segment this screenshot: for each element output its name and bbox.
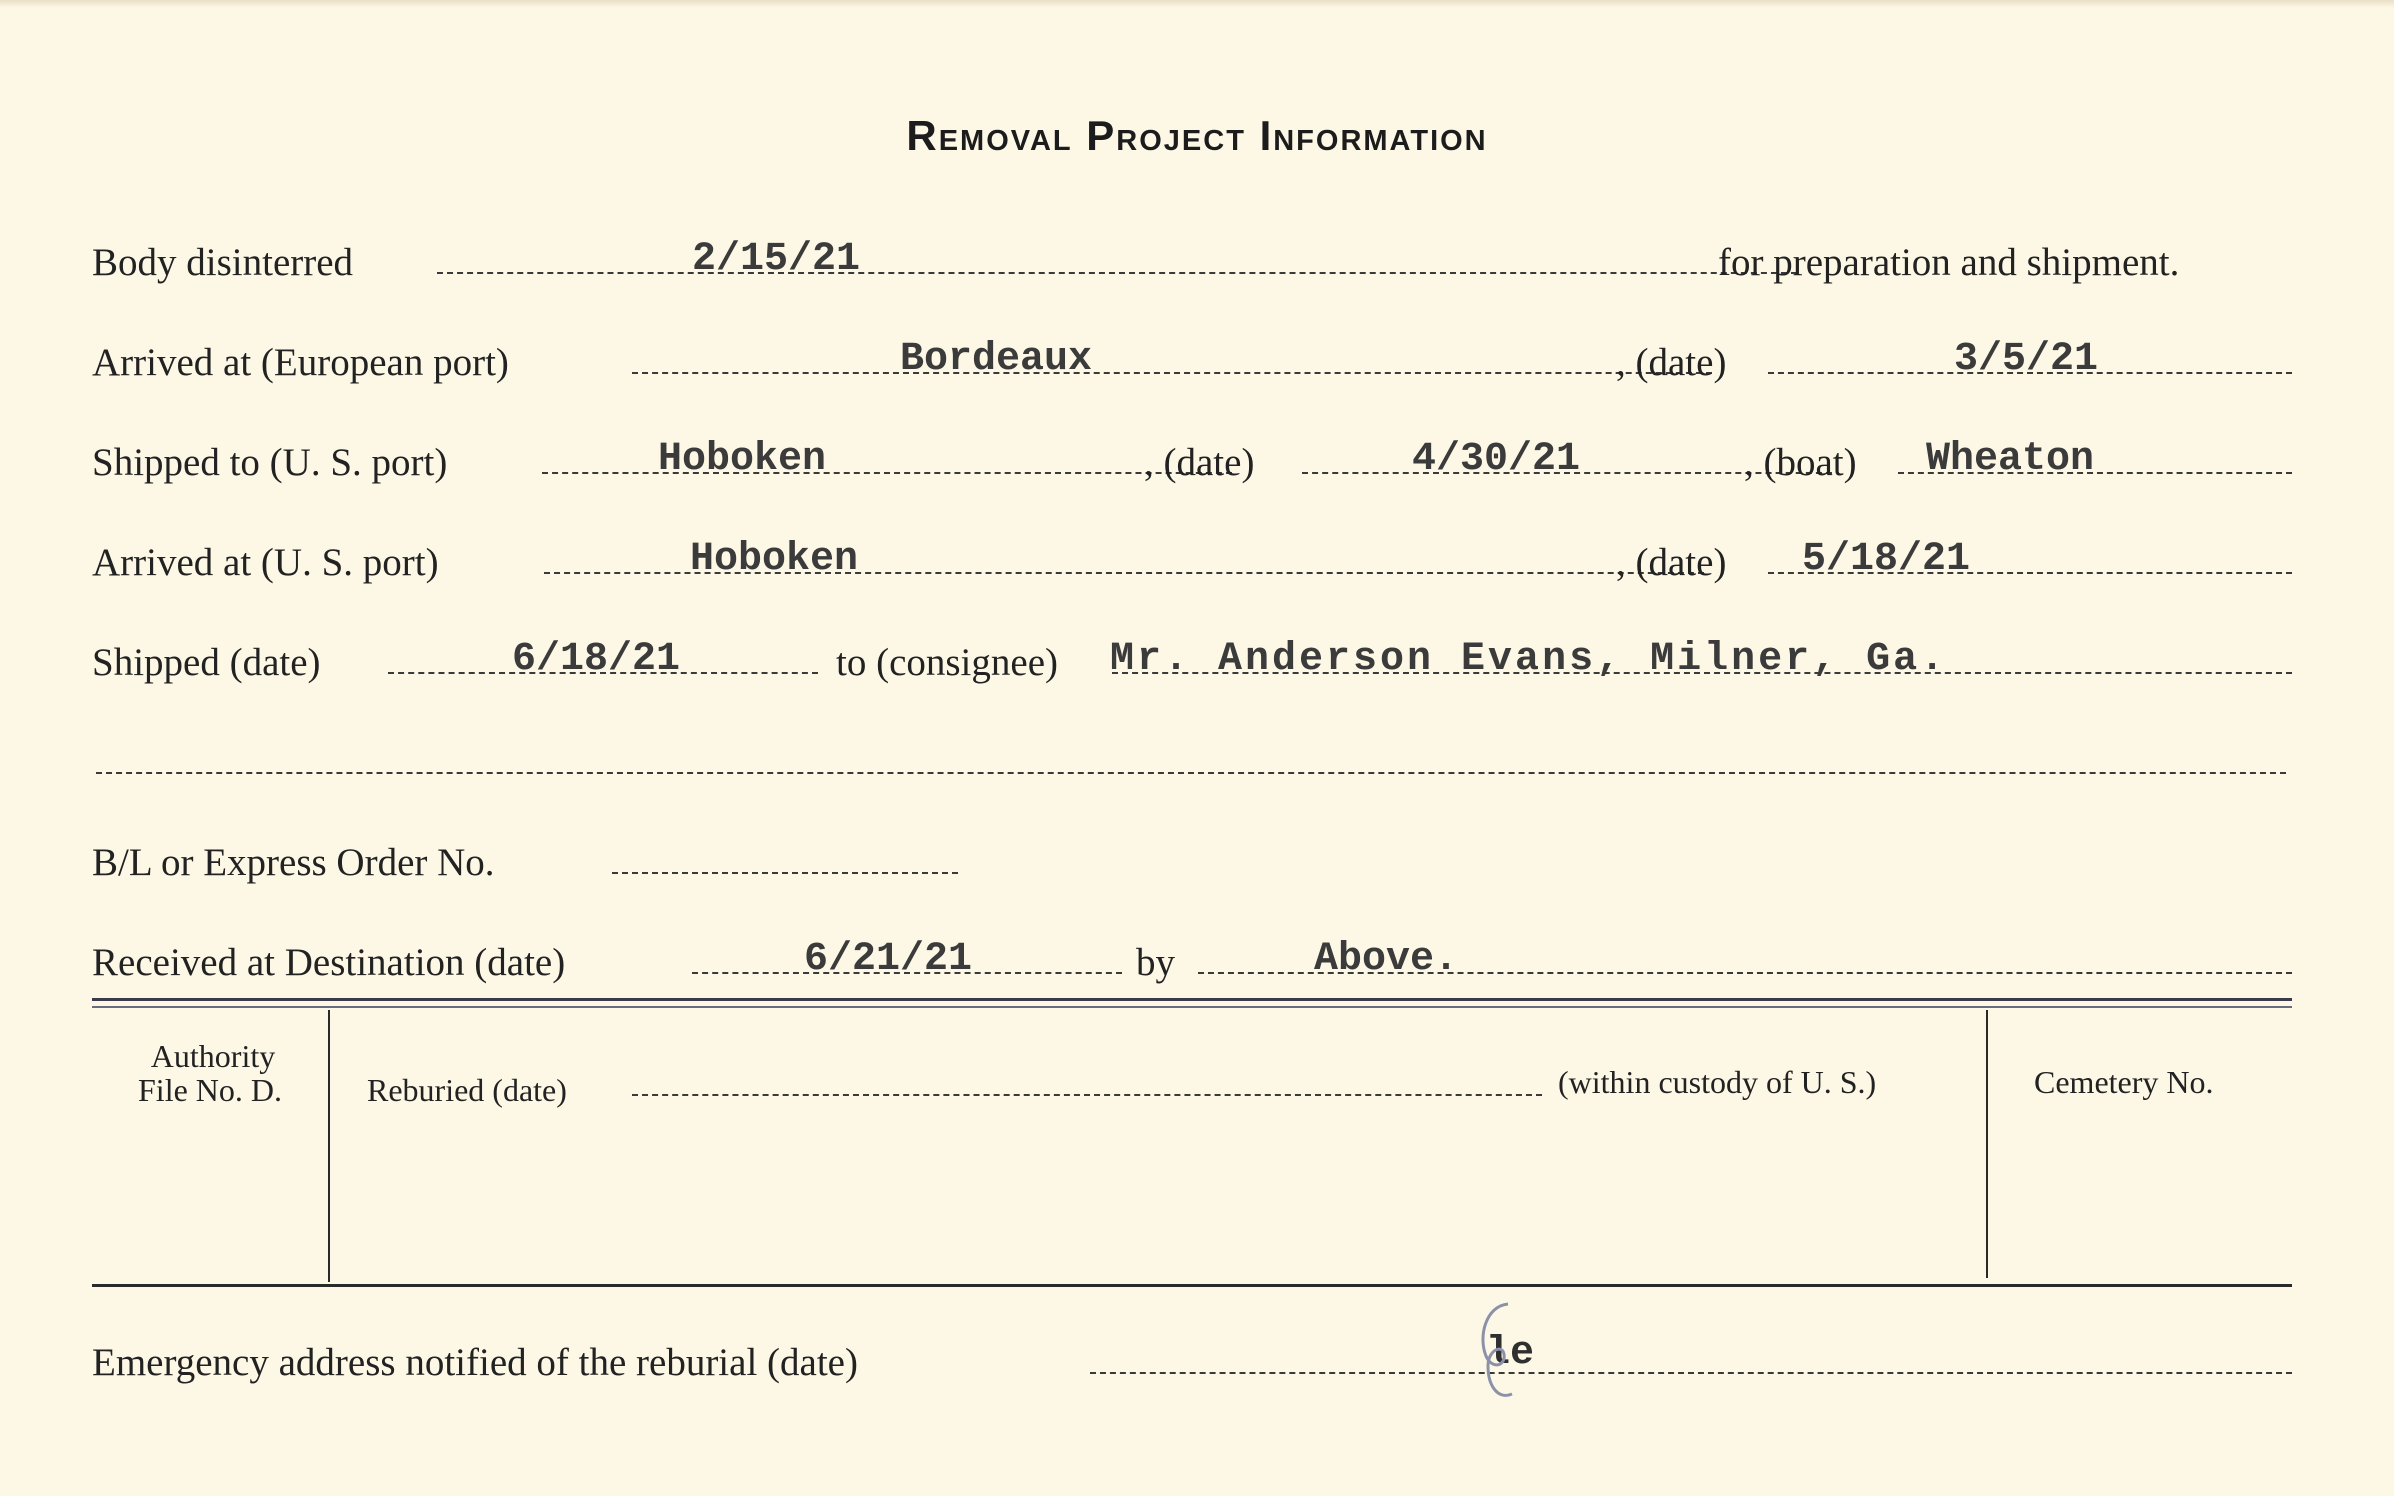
blank-line xyxy=(632,1094,1542,1096)
value-received-date: 6/21/21 xyxy=(804,937,973,982)
blank-line xyxy=(437,272,1797,274)
row-arrived-european-port xyxy=(92,322,2292,382)
label-preparation-suffix: for preparation and shipment. xyxy=(1718,241,2180,284)
value-shipped-date: 6/18/21 xyxy=(512,637,681,682)
value-consignee: Mr. Anderson Evans, Milner, Ga. xyxy=(1110,637,1948,682)
label-received-destination: Received at Destination (date) xyxy=(92,941,566,984)
value-emergency-date: le xyxy=(1486,1331,1535,1376)
row-body-disinterred xyxy=(92,222,2292,282)
value-arrived-us-date: 5/18/21 xyxy=(1802,537,1971,582)
row-arrived-us-port xyxy=(92,522,2292,582)
label-cemetery-no: Cemetery No. xyxy=(2034,1064,2214,1100)
label-shipped-date: Shipped (date) xyxy=(92,641,321,684)
value-shipped-date: 4/30/21 xyxy=(1412,437,1581,482)
row-received-destination xyxy=(92,922,2292,982)
label-within-custody: (within custody of U. S.) xyxy=(1558,1064,1877,1100)
blank-line xyxy=(612,872,958,874)
row-shipped-consignee xyxy=(92,622,2292,682)
label-by: by xyxy=(1136,941,1175,984)
blank-line xyxy=(1090,1372,2292,1374)
value-european-port: Bordeaux xyxy=(900,337,1093,382)
row-bl-order xyxy=(92,822,2292,882)
label-body-disinterred: Body disinterred xyxy=(92,241,354,284)
label-consignee: to (consignee) xyxy=(836,641,1059,684)
label-european-port: Arrived at (European port) xyxy=(92,341,509,384)
double-rule-bottom xyxy=(92,1006,2292,1008)
row-shipped-us-port xyxy=(92,422,2292,482)
label-arrived-us-port: Arrived at (U. S. port) xyxy=(92,541,439,584)
table-divider-right xyxy=(1986,1010,1988,1278)
row-emergency-address xyxy=(92,1322,2292,1382)
double-rule-top xyxy=(92,998,2292,1001)
label-date: , (date) xyxy=(1616,541,1727,584)
card-title: Removal Project Information xyxy=(906,112,1488,159)
label-date: , (date) xyxy=(1616,341,1727,384)
blank-line xyxy=(632,372,1712,374)
label-bl-order: B/L or Express Order No. xyxy=(92,841,495,884)
label-emergency-address: Emergency address notified of the reburial (date) xyxy=(92,1341,858,1384)
label-authority: Authority xyxy=(150,1038,276,1074)
table-divider-left xyxy=(328,1010,330,1282)
pencil-mark-icon xyxy=(1468,1296,1535,1406)
value-arrived-us-port: Hoboken xyxy=(690,537,859,582)
value-disinterred-date: 2/15/21 xyxy=(692,237,861,282)
label-boat: , (boat) xyxy=(1744,441,1857,484)
value-boat: Wheaton xyxy=(1926,437,2095,482)
label-date: , (date) xyxy=(1144,441,1255,484)
value-european-date: 3/5/21 xyxy=(1954,337,2099,382)
blank-line xyxy=(96,772,2286,774)
label-shipped-us-port: Shipped to (U. S. port) xyxy=(92,441,448,484)
blank-line xyxy=(542,472,1232,474)
label-reburied-date: Reburied (date) xyxy=(367,1072,567,1108)
value-received-by: Above. xyxy=(1314,937,1459,982)
row-blank-continuation xyxy=(92,722,2292,782)
value-us-port: Hoboken xyxy=(658,437,827,482)
label-file-no: File No. D. xyxy=(138,1072,282,1108)
table-bottom-rule xyxy=(92,1284,2292,1287)
